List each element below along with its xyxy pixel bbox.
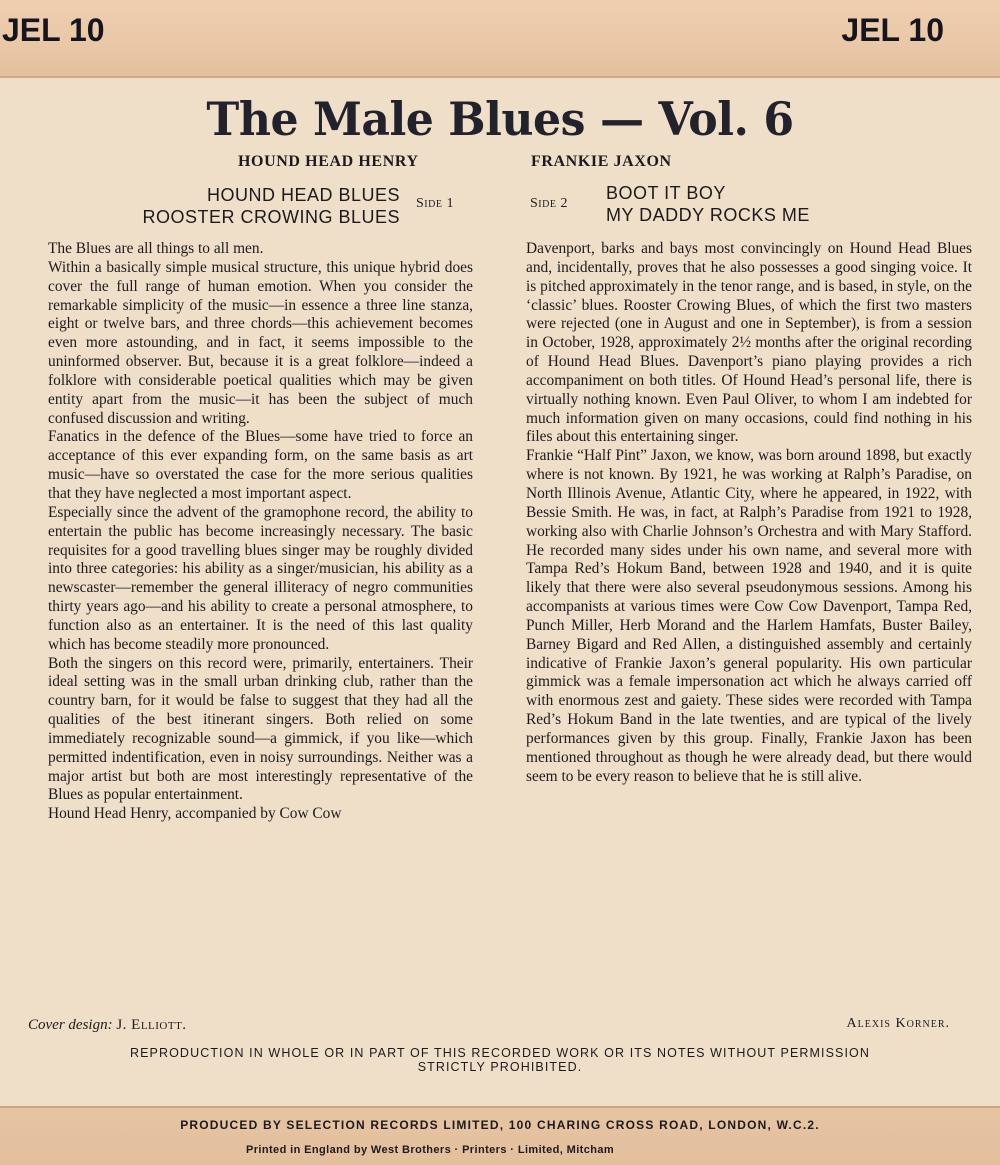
catalog-number-left: JEL 10 <box>2 12 105 48</box>
catalog-number-right: JEL 10 <box>841 12 944 48</box>
side1-track-list <box>142 184 400 228</box>
producer-line: PRODUCED BY SELECTION RECORDS LIMITED, 100 CHARING CROSS ROAD, LONDON, W.C.2. <box>180 1118 820 1132</box>
album-title: The Male Blues — Vol. 6 <box>206 92 794 146</box>
notes-paragraph: Frankie “Half Pint” Jaxon, we know, was born around 1898, but exactly where is not known. By 1921, he was working at Ralph’s Paradise, on North Illinois Avenue, Atlantic City, where he appeared, in 1922, with Bessie Smith. He was, in fact, at Ralph’s Paradise from 1921 to 1928, working also with Charlie Johnson’s Orchestra and with Mary Stafford. He recorded many sides under his own name, and several more with Tampa Red’s Hokum Band, between 1928 and 1940, and it is quite likely that there were also several pseudonymous sessions. Among his accompanists at various times were Cow Cow Davenport, Tampa Red, Punch Miller, Herb Morand and the Harlem Hamfats, Buster Bailey, Barney Bigard and Red Allen, a distinguished assembly and certainly indicative of Frankie Jaxon’s general popularity. His own particular gimmick was a female impersonation act which he always carried off with enormous zest and gaiety. These sides were recorded with Tampa Red’s Hokum Band in the late twenties, and are typical of the lively performances given by this group. Finally, Frankie Jaxon has been mentioned throughout as though he were already dead, but there would seem to be every reason to believe that he is still alive. <box>526 447 972 785</box>
side2-artist: FRANKIE JAXON <box>531 153 672 170</box>
reproduction-notice <box>28 1046 972 1074</box>
side1-artist: HOUND HEAD HENRY <box>238 153 419 170</box>
track-item: BOOT IT BOY <box>606 183 726 203</box>
notes-paragraph: Davenport, barks and bays most convincingly on Hound Head Blues and, incidentally, proves that he also possesses a good singing voice. It is pitched approximately in the tenor range, and is based, in style, on the ‘classic’ blues. Rooster Crowing Blues, of which the first two masters were rejected (one in August and one in September), is from a session in October, 1928, approximately 2½ months after the original recording of Hound Head Blues. Davenport’s piano playing provides a rich accompaniment on both titles. Of Hound Head’s personal life, there is virtually nothing known. Even Paul Oliver, to whom I am indebted for much information given on many occasions, could find nothing in his files about this entertaining singer. <box>526 240 972 446</box>
liner-notes-left-column <box>48 240 473 824</box>
bottom-band <box>0 1106 1000 1165</box>
cover-credit-label: Cover design: <box>28 1017 113 1033</box>
printer-line: Printed in England by West Brothers · Printers · Limited, Mitcham <box>246 1144 615 1156</box>
notes-paragraph: Hound Head Henry, accompanied by Cow Cow <box>48 805 342 823</box>
track-item: ROOSTER CROWING BLUES <box>142 207 400 227</box>
side2-label: Side 2 <box>530 196 568 211</box>
cover-credit-name: J. Elliott. <box>116 1017 187 1033</box>
notes-paragraph: The Blues are all things to all men. <box>48 240 264 257</box>
track-item: MY DADDY ROCKS ME <box>606 205 810 225</box>
notes-paragraph: Within a basically simple musical structure, this unique hybrid does cover the full range of human emotion. When you consider the remarkable simplicity of the music—in essence a three line stanza, eight or twelve bars, and three chords—this achievement becomes even more astounding, and in fact, it seems impossible to the uninformed observer. But, because it is a great folklore—indeed a folklore with considerable poetical qualities which may be given entity apart from the music—it has been the subject of much confused discussion and writing. <box>48 258 473 427</box>
author-signature: Alexis Korner. <box>846 1016 950 1031</box>
cover-credit <box>28 1017 187 1034</box>
track-item: HOUND HEAD BLUES <box>206 185 400 205</box>
side2-track-list <box>606 182 810 226</box>
liner-notes-right-column <box>526 240 972 786</box>
reproduction-line: REPRODUCTION IN WHOLE OR IN PART OF THIS RECORDED WORK OR ITS NOTES WITHOUT PERMISSION <box>129 1046 870 1060</box>
notes-paragraph: Both the singers on this record were, primarily, entertainers. Their ideal setting was in the small urban drinking club, rather than the country barn, for it would be false to suggest that they had all the qualities of the best itinerant singers. Both relied on some immediately recognizable sound—a gimmick, if you like—which permitted indentification, even in noisy surroundings. Neither was a major artist but both are most interestingly representative of the Blues as popular entertainment. <box>48 654 473 804</box>
reproduction-line: STRICTLY PROHIBITED. <box>417 1060 583 1074</box>
side1-label: Side 1 <box>416 196 454 211</box>
notes-paragraph: Fanatics in the defence of the Blues—some have tried to force an acceptance of this ever expanding form, on the same basis as art music—have so overstated the case for the more serious qualities that they have neglected a most important aspect. <box>48 428 473 502</box>
notes-paragraph: Especially since the advent of the gramophone record, the ability to entertain the public has become increasingly necessary. The basic requisites for a good travelling blues singer may be roughly divided into three categories: his ability as a singer/musician, his ability as a newscaster—remember the general illiteracy of negro communities thirty years ago—and his ability to create a personal atmosphere, to function also as an entertainer. It is the need of this last quality which has become steadily more pronounced. <box>48 503 473 653</box>
